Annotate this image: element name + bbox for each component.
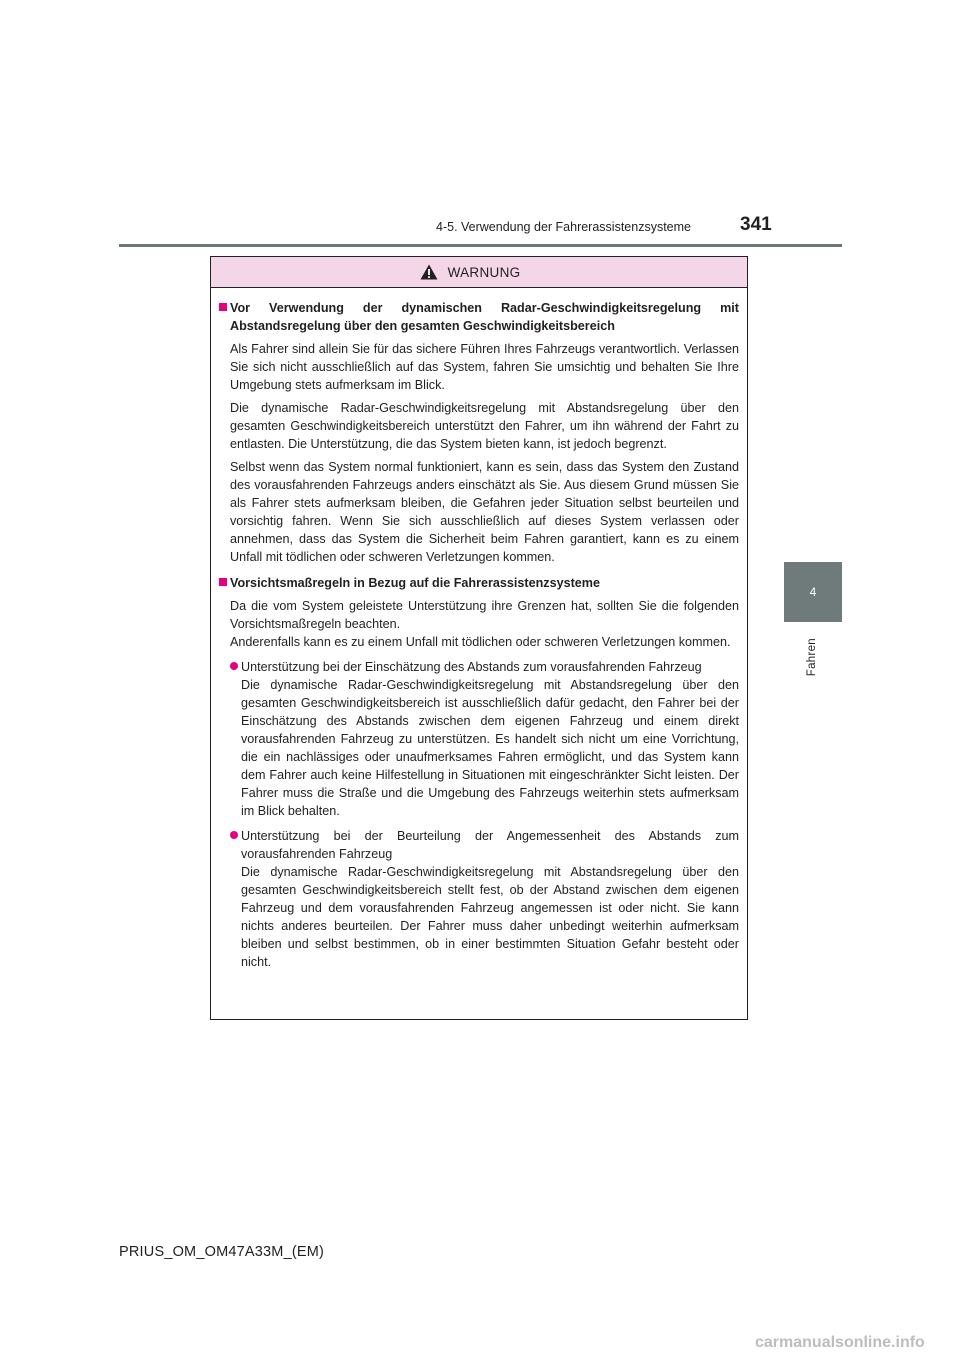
square-bullet-icon <box>219 578 227 586</box>
chapter-label: Fahren <box>806 638 818 677</box>
paragraph: Als Fahrer sind allein Sie für das sichere Führen Ihres Fahrzeugs verantwortlich. Verlassen Sie sich nicht ausschließlich auf das System, fahren Sie umsichtig und behalten Sie Ihre Umgebung stets aufmerksam im Blick. <box>230 342 739 392</box>
list-item-text: Die dynamische Radar-Geschwindigkeitsregelung mit Abstandsregelung über den gesamten Geschwindigkeitsbereich stellt fest, ob der Abstand zwischen dem eigenen Fahrzeug und dem vorausfahrenden Fahrzeug angemessen ist oder nicht. Sie kann nichts anderes beurteilen. Der Fahrer muss daher unbedingt weiterhin aufmerksam bleiben und selbst bestimmen, ob in einer bestimmten Situation Gefahr besteht oder nicht. <box>241 865 739 969</box>
chapter-tab: 4 <box>784 562 842 622</box>
list-item-heading: Unterstützung bei der Beurteilung der Angemessenheit des Abstands zum vorausfahrenden Fahrzeug <box>241 829 739 861</box>
document-code: PRIUS_OM_OM47A33M_(EM) <box>119 1244 325 1260</box>
section-title-text: Vor Verwendung der dynamischen Radar-Geschwindigkeitsregelung mit Abstandsregelung über den gesamten Geschwindigkeitsbereich <box>230 301 739 333</box>
watermark: carmanualsonline.info <box>755 1334 925 1351</box>
warning-header <box>211 257 747 288</box>
list-item <box>219 658 739 820</box>
warning-box <box>210 256 748 1020</box>
round-bullet-icon <box>230 831 238 839</box>
page-number: 341 <box>740 214 772 235</box>
warning-triangle-icon <box>420 264 438 280</box>
warning-title: WARNUNG <box>447 264 521 280</box>
paragraph: Anderenfalls kann es zu einem Unfall mit tödlichen oder schweren Verletzungen kommen. <box>230 635 731 649</box>
section-title <box>219 299 739 335</box>
round-bullet-icon <box>230 662 238 670</box>
list-item-heading: Unterstützung bei der Einschätzung des Abstands zum vorausfahrenden Fahrzeug <box>241 660 702 674</box>
warning-body <box>211 288 747 971</box>
warning-section <box>219 574 739 971</box>
paragraph: Da die vom System geleistete Unterstützung ihre Grenzen hat, sollten Sie die folgenden Vorsichtsmaßregeln beachten. <box>230 599 739 631</box>
warning-section <box>219 299 739 566</box>
section-header: 4-5. Verwendung der Fahrerassistenzsysteme <box>436 220 691 234</box>
section-title <box>219 574 739 592</box>
list-item <box>219 827 739 971</box>
paragraph: Die dynamische Radar-Geschwindigkeitsregelung mit Abstandsregelung über den gesamten Geschwindigkeitsbereich unterstützt den Fahrer, um ihn während der Fahrt zu entlasten. Die Unterstützung, die das System bieten kann, ist jedoch begrenzt. <box>230 401 739 451</box>
header-divider <box>119 244 842 247</box>
list-item-text: Die dynamische Radar-Geschwindigkeitsregelung mit Abstandsregelung über den gesamten Geschwindigkeitsbereich ist ausschließlich dafür gedacht, den Fahrer bei der Einschätzung des Abstands zwischen dem eigenen Fahrzeug und einem direkt vorausfahrenden Fahrzeug zu unterstützen. Es handelt sich nicht um eine Vorrichtung, die ein nachlässiges oder unaufmerksames Fahren ermöglicht, und das System kann dem Fahrer auch keine Hilfestellung in Situationen mit eingeschränkter Sicht leisten. Der Fahrer muss die Straße und die Umgebung des Fahrzeugs weiterhin stets aufmerksam im Blick behalten. <box>241 678 739 818</box>
paragraph: Selbst wenn das System normal funktioniert, kann es sein, dass das System den Zustand des vorausfahrenden Fahrzeugs anders einschätzt als Sie. Aus diesem Grund müssen Sie als Fahrer stets aufmerksam bleiben, die Gefahren jeder Situation selbst beurteilen und vorsichtig fahren. Wenn Sie sich ausschließlich auf dieses System verlassen oder annehmen, dass das System die Sicherheit beim Fahren garantiert, kann es zu einem Unfall mit tödlichen oder schweren Verletzungen kommen. <box>230 460 739 564</box>
section-title-text: Vorsichtsmaßregeln in Bezug auf die Fahrerassistenzsysteme <box>230 576 601 590</box>
square-bullet-icon <box>219 303 227 311</box>
